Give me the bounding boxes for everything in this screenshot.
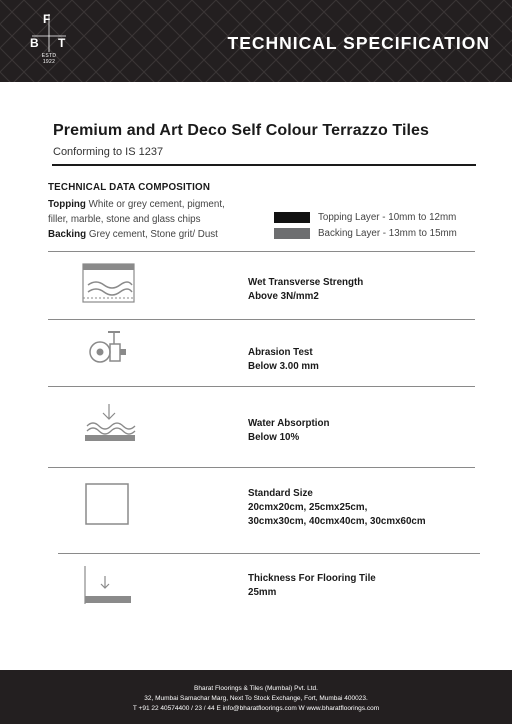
spec-title-absorption: Water Absorption (248, 418, 330, 429)
backing-layer-swatch (274, 228, 310, 239)
spec-value-thickness: 25mm (248, 587, 277, 598)
footer-address: 32, Mumbai Samachar Marg, Next To Stock Exchange, Fort, Mumbai 400023. (144, 695, 368, 702)
topping-text-1: White or grey cement, pigment, (88, 199, 225, 210)
header-banner (0, 0, 512, 82)
logo-letter-f: F (43, 12, 51, 26)
topping-line (48, 197, 268, 212)
tile-thickness-icon (84, 566, 132, 606)
section-divider (48, 467, 475, 468)
tile-size-icon (85, 483, 130, 525)
abrasion-test-icon (86, 330, 130, 366)
composition-heading: TECHNICAL DATA COMPOSITION (48, 182, 211, 193)
logo-letter-t: T (58, 36, 66, 50)
topping-text-2: filler, marble, stone and glass chips (48, 214, 201, 225)
section-divider (48, 251, 475, 252)
spec-value-abrasion: Below 3.00 mm (248, 361, 319, 372)
backing-text: Grey cement, Stone grit/ Dust (88, 229, 218, 240)
title-divider (52, 164, 476, 166)
topping-layer-swatch (274, 212, 310, 223)
footer-contact: T +91 22 40574400 / 23 / 44 E info@bharatfloorings.com W www.bharatfloorings.com (132, 705, 380, 712)
spec-value-size-2: 30cmx30cm, 40cmx40cm, 30cmx60cm (248, 516, 426, 527)
spec-value-size-1: 20cmx20cm, 25cmx25cm, (248, 502, 368, 513)
water-absorption-icon (84, 402, 136, 442)
section-divider (58, 553, 480, 554)
topping-layer-label: Topping Layer - 10mm to 12mm (318, 211, 457, 223)
spec-title-size: Standard Size (248, 488, 313, 499)
backing-layer-label: Backing Layer - 13mm to 15mm (318, 227, 457, 239)
spec-value-strength: Above 3N/mm2 (248, 291, 319, 302)
logo-letter-b: B (30, 36, 39, 50)
spec-title-strength: Wet Transverse Strength (248, 277, 364, 288)
spec-title-abrasion: Abrasion Test (248, 347, 313, 358)
topping-layer-legend (274, 210, 456, 224)
backing-layer-legend (274, 226, 457, 240)
spec-title-thickness: Thickness For Flooring Tile (248, 573, 376, 584)
backing-label: Backing (48, 229, 87, 240)
wet-transverse-strength-icon (82, 263, 136, 305)
footer-company: Bharat Floorings & Tiles (Mumbai) Pvt. Ltd. (194, 685, 318, 692)
product-title: Premium and Art Deco Self Colour Terrazzo Tiles (53, 122, 430, 139)
logo-established (24, 53, 74, 65)
logo-estd-label: ESTD (41, 53, 57, 59)
product-subtitle: Conforming to IS 1237 (53, 146, 164, 158)
topping-label: Topping (48, 199, 86, 210)
page-title: TECHNICAL SPECIFICATION (227, 33, 490, 53)
section-divider (48, 319, 475, 320)
section-divider (48, 386, 475, 387)
brand-logo (24, 14, 74, 68)
spec-value-absorption: Below 10% (248, 432, 300, 443)
logo-year: 1922 (42, 59, 56, 65)
footer (0, 670, 512, 724)
backing-line (48, 227, 268, 242)
